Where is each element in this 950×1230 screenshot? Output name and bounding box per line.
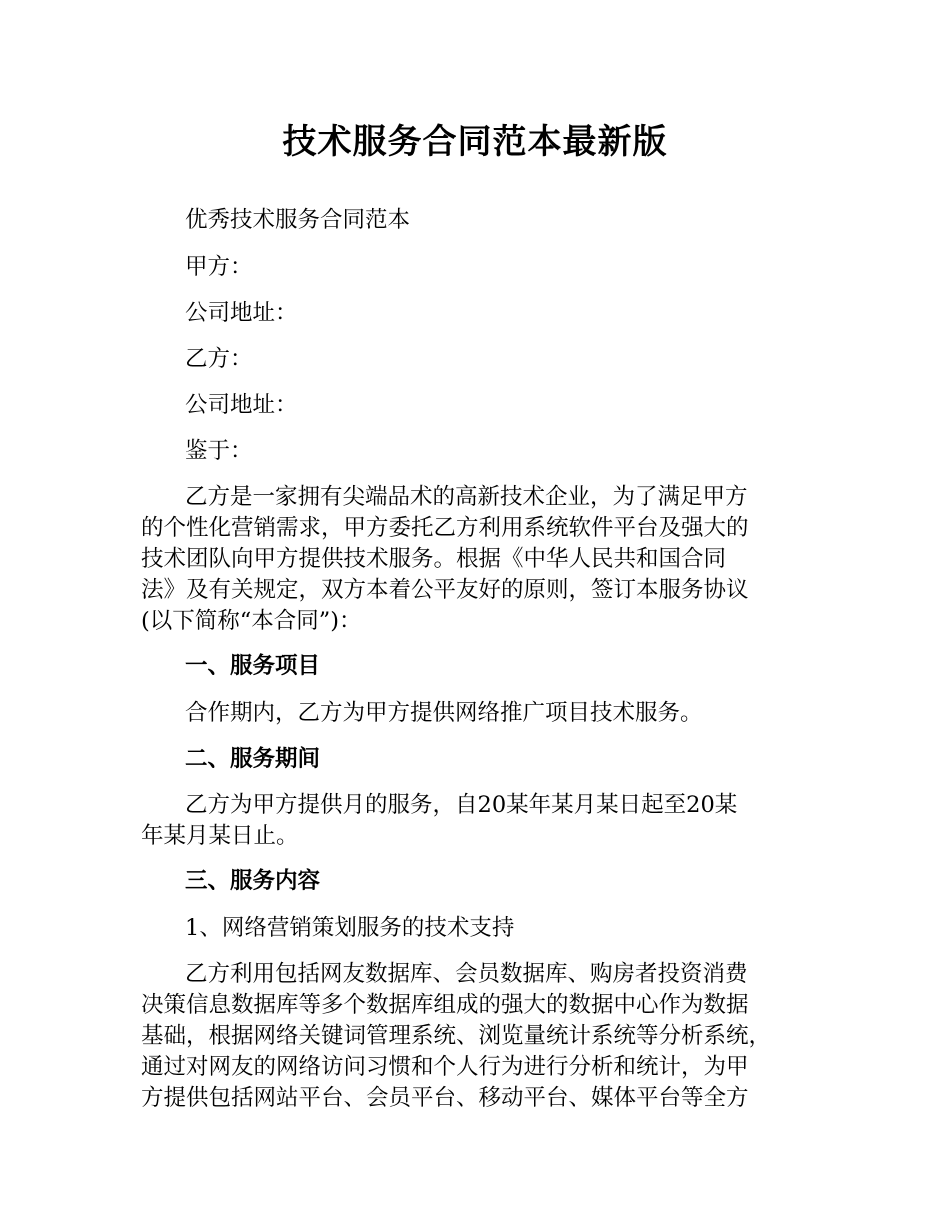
- section-3-paragraph-line: 通过对网友的网络访问习惯和个人行为进行分析和统计，为甲: [141, 1054, 749, 1080]
- section-3-paragraph-line: 乙方利用包括网友数据库、会员数据库、购房者投资消费: [185, 961, 748, 987]
- intro-paragraph-line: 的个性化营销需求，甲方委托乙方利用系统软件平台及强大的: [141, 515, 749, 541]
- whereas-label: 鉴于：: [185, 438, 253, 464]
- section-2-heading: 二、服务期间: [185, 746, 321, 772]
- section-3-heading: 三、服务内容: [185, 868, 321, 894]
- section-1-heading: 一、服务项目: [185, 653, 321, 679]
- section-2-paragraph-line: 乙方为甲方提供月的服务，自20某年某月某日起至20某: [185, 792, 738, 818]
- intro-paragraph-line: 乙方是一家拥有尖端品术的高新技术企业，为了满足甲方: [185, 484, 748, 510]
- intro-paragraph-line: (以下简称“本合同”)：: [141, 608, 362, 634]
- party-b-address-label: 公司地址：: [185, 392, 298, 418]
- intro-paragraph-line: 法》及有关规定，双方本着公平友好的原则，签订本服务协议: [141, 577, 749, 603]
- party-a-label: 甲方：: [185, 254, 253, 280]
- subtitle: 优秀技术服务合同范本: [185, 207, 411, 233]
- intro-paragraph-line: 技术团队向甲方提供技术服务。根据《中华人民共和国合同: [141, 546, 727, 572]
- section-3-item-1: 1、网络营销策划服务的技术支持: [185, 915, 515, 941]
- section-3-paragraph-line: 决策信息数据库等多个数据库组成的强大的数据中心作为数据: [141, 992, 749, 1018]
- section-1-text: 合作期内，乙方为甲方提供网络推广项目技术服务。: [185, 700, 703, 726]
- party-a-address-label: 公司地址：: [185, 300, 298, 326]
- section-3-paragraph-line: 方提供包括网站平台、会员平台、移动平台、媒体平台等全方: [141, 1085, 749, 1111]
- document-title: 技术服务合同范本最新版: [282, 122, 668, 162]
- section-3-paragraph-line: 基础，根据网络关键词管理系统、浏览量统计系统等分析系统，: [141, 1023, 772, 1049]
- section-2-paragraph-line: 年某月某日止。: [141, 823, 299, 849]
- party-b-label: 乙方：: [185, 346, 253, 372]
